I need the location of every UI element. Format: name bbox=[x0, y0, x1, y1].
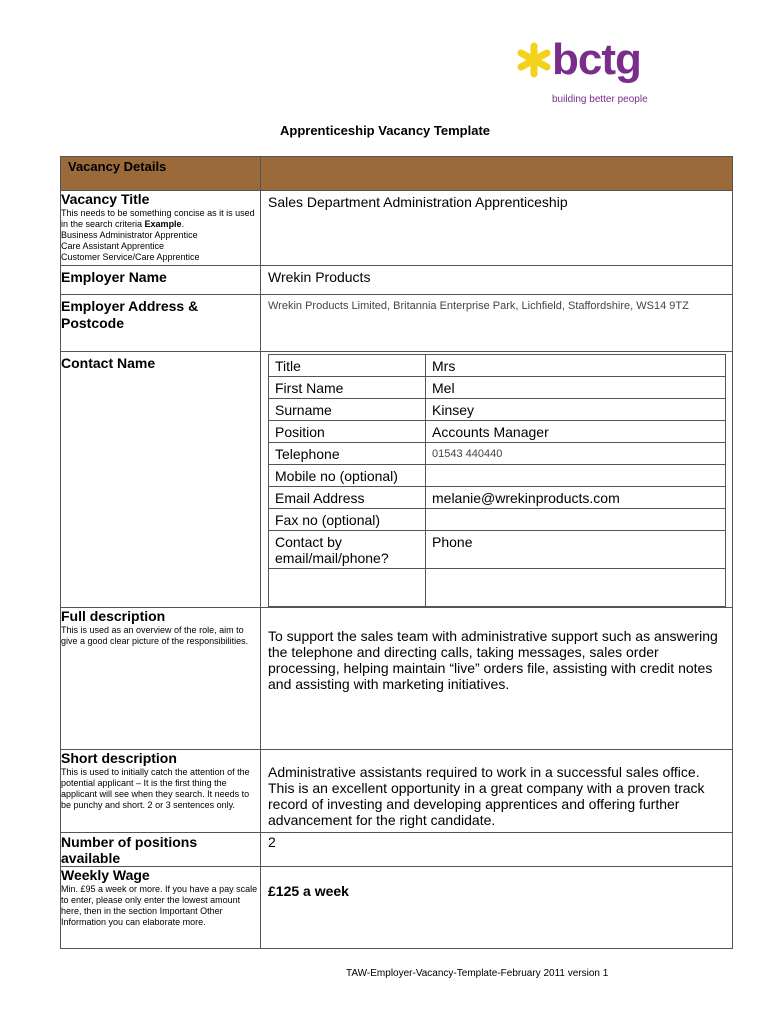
contact-key: Mobile no (optional) bbox=[269, 465, 426, 487]
contact-value[interactable]: Mel bbox=[426, 377, 726, 399]
full-description-value-cell[interactable] bbox=[261, 608, 733, 750]
contact-value[interactable]: Accounts Manager bbox=[426, 421, 726, 443]
vacancy-title-row bbox=[61, 191, 733, 266]
short-description-label: Short description bbox=[61, 750, 177, 766]
contact-label: Contact Name bbox=[61, 355, 156, 371]
contact-row-mobile bbox=[269, 465, 726, 487]
section-header-blank bbox=[261, 157, 733, 191]
weekly-wage-value-cell[interactable] bbox=[261, 867, 733, 949]
footer-text: TAW-Employer-Vacancy-Template-February 2011 version 1 bbox=[346, 968, 609, 979]
vacancy-form bbox=[60, 156, 732, 949]
contact-value[interactable] bbox=[426, 509, 726, 531]
contact-key: Telephone bbox=[269, 443, 426, 465]
positions-value: 2 bbox=[268, 834, 276, 850]
full-description-label: Full description bbox=[61, 608, 166, 624]
contact-value[interactable] bbox=[426, 465, 726, 487]
full-description-note: This is used as an overview of the role, aim to give a good clear picture of the responsibilities. bbox=[61, 625, 249, 646]
employer-address-label-cell bbox=[61, 295, 261, 352]
short-description-label-cell bbox=[61, 750, 261, 833]
contact-key-empty bbox=[269, 569, 426, 607]
section-header bbox=[61, 157, 261, 191]
positions-label-cell bbox=[61, 833, 261, 867]
positions-value-cell[interactable] bbox=[261, 833, 733, 867]
note-bold: Example bbox=[144, 219, 182, 229]
positions-row bbox=[61, 833, 733, 867]
employer-name-label: Employer Name bbox=[61, 269, 167, 285]
contact-row-surname bbox=[269, 399, 726, 421]
contact-row-contact-by bbox=[269, 531, 726, 569]
vacancy-title-example-1: Business Administrator Apprentice bbox=[61, 230, 198, 240]
contact-row-position bbox=[269, 421, 726, 443]
short-description-row bbox=[61, 750, 733, 833]
short-description-note: This is used to initially catch the attention of the potential applicant – It is the first thing the applicant will see when they search. It needs to be punchy and short. 2 or 3 sentences only. bbox=[61, 767, 250, 810]
contact-key: Contact by email/mail/phone? bbox=[269, 531, 426, 569]
employer-address-row bbox=[61, 295, 733, 352]
asterisk-star-icon bbox=[516, 42, 552, 78]
contact-label-cell bbox=[61, 352, 261, 608]
contact-key: Fax no (optional) bbox=[269, 509, 426, 531]
weekly-wage-value: £125 a week bbox=[268, 883, 349, 899]
contact-row bbox=[61, 352, 733, 608]
vacancy-title-value-cell[interactable] bbox=[261, 191, 733, 266]
logo-tagline: building better people bbox=[552, 94, 648, 105]
contact-row-empty bbox=[269, 569, 726, 607]
contact-key: First Name bbox=[269, 377, 426, 399]
weekly-wage-label-cell bbox=[61, 867, 261, 949]
contact-row-first-name bbox=[269, 377, 726, 399]
short-description-value-cell[interactable] bbox=[261, 750, 733, 833]
vacancy-title-example-2: Care Assistant Apprentice bbox=[61, 241, 165, 251]
section-header-row bbox=[61, 157, 733, 191]
note-text: This needs to be something concise as it is used in the search criteria bbox=[61, 208, 255, 229]
weekly-wage-note: Min. £95 a week or more. If you have a pay scale to enter, please only enter the lowest amount here, then in the section Important Other Information you can elaborate more. bbox=[61, 884, 258, 927]
contact-key: Email Address bbox=[269, 487, 426, 509]
weekly-wage-label: Weekly Wage bbox=[61, 867, 150, 883]
employer-address-label: Employer Address & Postcode bbox=[61, 298, 199, 331]
employer-name-row bbox=[61, 266, 733, 295]
full-description-value: To support the sales team with administrative support such as answering the telephone and directing calls, taking messages, sales order processing, helping maintain “live” orders file, assisting with credit notes and assisting with marketing initiatives. bbox=[268, 628, 718, 692]
positions-label: Number of positions available bbox=[61, 834, 198, 866]
full-description-label-cell bbox=[61, 608, 261, 750]
vacancy-title-value: Sales Department Administration Apprenticeship bbox=[268, 194, 568, 210]
vacancy-title-label: Vacancy Title bbox=[61, 191, 150, 207]
full-description-row bbox=[61, 608, 733, 750]
logo-wordmark: bctg bbox=[552, 35, 641, 84]
vacancy-title-label-cell bbox=[61, 191, 261, 266]
contact-value-cell bbox=[261, 352, 733, 608]
contact-row-fax bbox=[269, 509, 726, 531]
contact-row-email bbox=[269, 487, 726, 509]
employer-name-value: Wrekin Products bbox=[268, 269, 371, 285]
contact-table bbox=[268, 354, 726, 607]
vacancy-title-example-3: Customer Service/Care Apprentice bbox=[61, 252, 200, 262]
note-text-end: . bbox=[181, 219, 185, 229]
contact-value[interactable]: Kinsey bbox=[426, 399, 726, 421]
contact-row-telephone bbox=[269, 443, 726, 465]
bctg-logo bbox=[516, 35, 662, 110]
contact-value[interactable]: 01543 440440 bbox=[426, 443, 726, 465]
employer-address-value: Wrekin Products Limited, Britannia Enterprise Park, Lichfield, Staffordshire, WS14 9TZ bbox=[268, 300, 689, 312]
contact-key: Title bbox=[269, 355, 426, 377]
weekly-wage-row bbox=[61, 867, 733, 949]
contact-key: Position bbox=[269, 421, 426, 443]
employer-address-value-cell[interactable] bbox=[261, 295, 733, 352]
contact-row-title bbox=[269, 355, 726, 377]
contact-value[interactable]: melanie@wrekinproducts.com bbox=[426, 487, 726, 509]
short-description-value: Administrative assistants required to work in a successful sales office. This is an excellent opportunity in a great company with a proven track record of investing and developing apprentices and offering further advancement for the right candidate. bbox=[268, 764, 705, 828]
contact-value[interactable]: Mrs bbox=[426, 355, 726, 377]
page-title: Apprenticeship Vacancy Template bbox=[280, 123, 490, 138]
contact-key: Surname bbox=[269, 399, 426, 421]
contact-value[interactable]: Phone bbox=[426, 531, 726, 569]
contact-value-empty[interactable] bbox=[426, 569, 726, 607]
section-header-label: Vacancy Details bbox=[68, 159, 167, 174]
vacancy-title-note bbox=[61, 208, 260, 230]
employer-name-value-cell[interactable] bbox=[261, 266, 733, 295]
employer-name-label-cell bbox=[61, 266, 261, 295]
